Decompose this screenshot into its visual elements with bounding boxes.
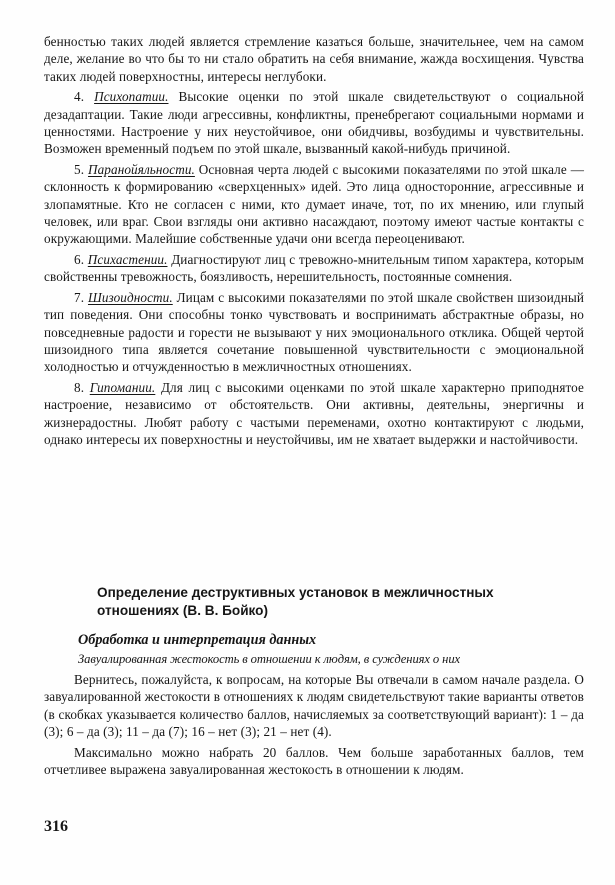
subheading: Обработка и интерпретация данных [78,632,317,648]
subsubheading: Завуалированная жестокость в отношении к людям, в суждениях о них [78,652,461,666]
item-number: 6. [74,251,88,267]
paragraph-hypomania [44,379,584,449]
paragraph-text: Лицам с высокими показателями по этой шкале свойствен шизоидный тип поведения. Они способны тонко чувствовать и воспринимать абстрактные образы, но повседневные радости и горести не вызывают у них эмоционального отклика. Общей чертой шизоидного типа является сочетание повышенной чувствительности с эмоциональной холодностью и отчужденностью в межличностных отношениях. [44,289,584,375]
term-schizoid: Шизоидности. [87,289,173,305]
item-number: 5. [74,161,88,177]
paragraph-text: Для лиц с высокими оценками по этой шкале характерно приподнятое настроение, независимо от обстоятельств. Они активны, деятельны, энергичны и жизнерадостны. Любят работу с частыми переменами, охотно контактируют с людьми, однако интересы их поверхностны и неустойчивы, им не хватает выдержки и настойчивости. [44,379,584,447]
page-number: 316 [44,818,68,835]
paragraph-paranoia [44,161,584,248]
paragraph-psychasthenia [44,251,584,286]
paragraph-text: Высокие оценки по этой шкале свидетельствуют о социальной дезадаптации. Такие люди агрессивны, конфликтны, пренебрегают социальными нормами и ценностями. Настроение у них неустойчивое, они обидчивы, возбудимы и чувствительны. Возможен временный подъем по этой шкале, вызванный какой-нибудь причиной. [44,89,584,157]
paragraph-text: Диагностируют лиц с тревожно-мнительным типом характера, которым свойственны тревожность, боязливость, нерешительность, постоянные сомнения. [44,251,584,285]
section-heading: Определение деструктивных установок в межличностных отношениях (В. В. Бойко) [97,585,494,618]
paragraph-schizoid [44,289,584,376]
term-psychasthenia: Психастении. [87,251,168,267]
term-hypomania: Гипомании. [89,379,156,395]
scoring-text-block [44,671,584,778]
main-text-block [44,33,584,448]
paragraph-intro: бенностью таких людей является стремление казаться больше, значительнее, чем на самом деле, желание во что бы то ни стало обратить на себя внимание, жажда восхищения. Чувства таких людей поверхностны, интересы неглубоки. [44,34,584,84]
term-paranoia: Паранойяльности. [87,161,195,177]
paragraph-text: Основная черта людей с высокими показателями по этой шкале — склонность к формированию «сверхценных» идей. Это лица односторонние, агрессивные и злопамятные. Кто не согласен с ними, кто думает иначе, тот, по их мнению, или глупый человек, или враг. Свои взгляды они активно насаждают, поэтому имеют частые контакты с окружающими. Малейшие собственные удачи они всегда переоценивают. [44,161,584,247]
item-number: 4. [74,89,95,105]
term-psychopathy: Психопатии. [94,89,169,105]
paragraph-psychopathy [44,88,584,158]
paragraph-max-score: Максимально можно набрать 20 баллов. Чем больше заработанных баллов, тем отчетливее выражена завуалированная жестокость в отношении к людям. [44,744,584,778]
item-number: 7. [74,289,88,305]
item-number: 8. [74,379,90,395]
paragraph-scoring: Вернитесь, пожалуйста, к вопросам, на которые Вы отвечали в самом начале раздела. О завуалированной жестокости в отношениях к людям свидетельствуют такие варианты ответов (в скобках указывается количество баллов, начисляемых за соответствующий вариант): 1 – да (3); 6 – да (3); 11 – да (7); 16 – нет (3); 21 – нет (4). [44,672,584,740]
